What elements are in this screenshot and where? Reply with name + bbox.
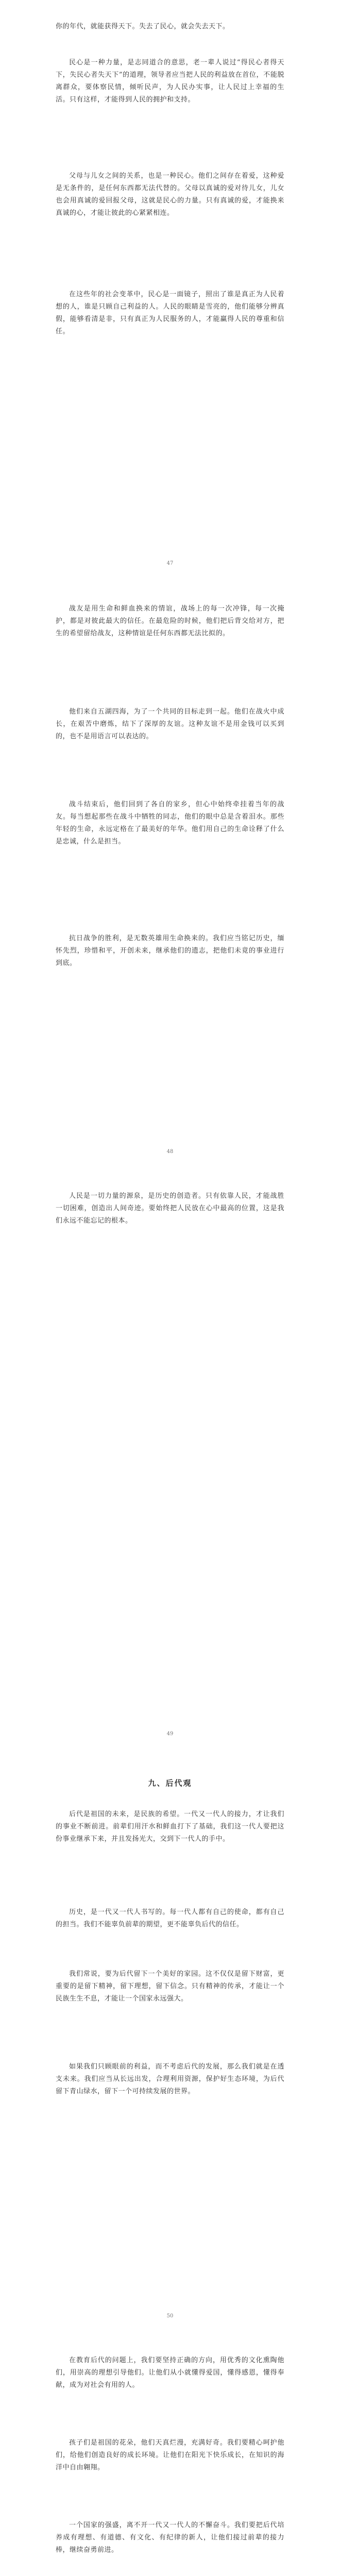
paragraph: 父母与儿女之间的关系，也是一种民心。他们之间存在着爱，这种爱是无条件的，是任何东西都无法代替的。父母以真诚的爱对待儿女，儿女也会用真诚的爱回报父母，这就是民心的力量。只有真诚的爱，才能换来真诚的心，才能让彼此的心紧紧相连。 xyxy=(56,172,284,217)
paragraph: 民心是一种力量，是志同道合的意思，老一辈人说过“得民心者得天下，失民心者失天下”的道理，领导者应当把人民的利益放在首位，不能脱离群众，要体察民情，倾听民声，为人民办实事，让人民过上幸福的生活。只有这样，才能得到人民的拥护和支持。 xyxy=(56,59,284,104)
paragraph: 抗日战争的胜利，是无数英雄用生命换来的。我们应当铭记历史，缅怀先烈，珍惜和平，开创未来，继承他们的遗志，把他们未竟的事业进行到底。 xyxy=(56,935,284,967)
paragraph: 历史，是一代又一代人书写的。每一代人都有自己的使命，都有自己的担当。我们不能辜负前辈的期望，更不能辜负后代的信任。 xyxy=(56,1908,284,1928)
page-number: 49 xyxy=(166,1731,174,1737)
paragraph: 你的年代，就能获得天下。失去了民心，就会失去天下。 xyxy=(56,23,230,30)
paragraph: 后代是祖国的未来，是民族的希望。一代又一代人的接力，才让我们的事业不断前进。前辈们用汗水和鲜血打下了基础，我们这一代人要把这份事业继承下来，并且发扬光大，交到下一代人的手中。 xyxy=(56,1810,284,1843)
page-49 xyxy=(0,1170,340,1747)
paragraph: 孩子们是祖国的花朵，他们天真烂漫，充满好奇。我们要精心呵护他们，给他们创造良好的成长环境。让他们在阳光下快乐成长，在知识的海洋中自由翱翔。 xyxy=(56,2439,284,2471)
paragraph: 我们常说，要为后代留下一个美好的家园。这不仅仅是留下财富，更重要的是留下精神，留下理想，留下信念。只有精神的传承，才能让一个民族生生不息，才能让一个国家永远强大。 xyxy=(56,1970,284,2003)
paragraph: 在这些年的社会变革中，民心是一面镜子，照出了谁是真正为人民着想的人，谁是只顾自己利益的人。人民的眼睛是雪亮的，他们能够分辨真假，能够看清是非，只有真正为人民服务的人，才能赢得人民的尊重和信任。 xyxy=(56,291,284,335)
page-47 xyxy=(0,0,340,577)
paragraph: 在教育后代的问题上，我们要坚持正确的方向，用优秀的文化熏陶他们，用崇高的理想引导他们。让他们从小就懂得爱国，懂得感恩，懂得奉献，成为对社会有用的人。 xyxy=(56,2357,284,2389)
paragraph: 一个国家的强盛，离不开一代又一代人的不懈奋斗。我们要把后代培养成有理想、有道德、有文化、有纪律的新人，让他们接过前辈的接力棒，继续奋勇前进。 xyxy=(56,2521,284,2554)
page-51 xyxy=(0,2334,340,2576)
paragraph: 他们来自五湖四海，为了一个共同的目标走到一起。他们在战火中成长，在艰苦中磨炼，结下了深厚的友谊。这种友谊不是用金钱可以买到的，也不是用语言可以表达的。 xyxy=(56,708,284,740)
paragraph: 战斗结束后，他们回到了各自的家乡，但心中始终牵挂着当年的战友。每当想起那些在战斗中牺牲的同志，他们的眼中总是含着泪水。那些年轻的生命，永远定格在了最美好的年华。他们用自己的生命诠释了什么是忠诚，什么是担当。 xyxy=(56,801,284,845)
paragraph: 如果我们只顾眼前的利益，而不考虑后代的发展，那么我们就是在透支未来。我们应当从长远出发，合理利用资源，保护好生态环境，为后代留下青山绿水，留下一个可持续发展的世界。 xyxy=(56,2063,284,2095)
paragraph: 人民是一切力量的源泉，是历史的创造者。只有依靠人民，才能战胜一切困难，创造出人间奇迹。要始终把人民放在心中最高的位置，这是我们永远不能忘记的根本。 xyxy=(56,1192,284,1225)
page-50 xyxy=(0,1752,340,2329)
paragraph: 战友是用生命和鲜血换来的情谊，战场上的每一次冲锋，每一次掩护，都是对彼此最大的信任。在最危险的时候，他们把后背交给对方，把生的希望留给战友，这种情谊是任何东西都无法比拟的。 xyxy=(56,605,284,637)
page-48 xyxy=(0,582,340,1164)
page-number: 50 xyxy=(166,2313,174,2319)
page-number: 47 xyxy=(166,561,174,566)
section-title: 九、后代观 xyxy=(148,1778,192,1788)
page-number: 48 xyxy=(166,1149,174,1155)
